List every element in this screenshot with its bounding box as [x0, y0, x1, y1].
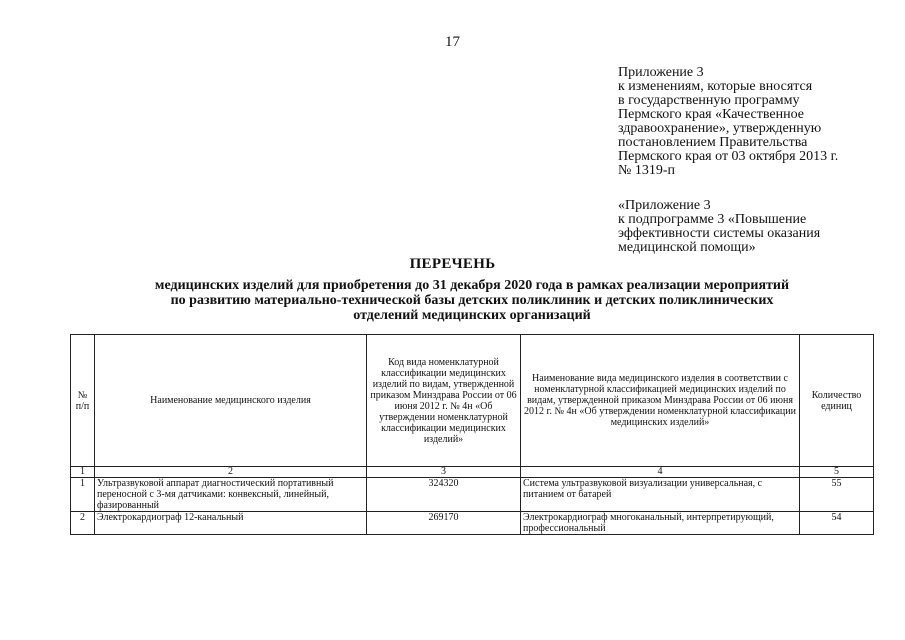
- sub-annex-line: к подпрограмме 3 «Повышение: [618, 212, 807, 227]
- subtitle-line: медицинских изделий для приобретения до 31 декабря 2020 года в рамках реализации мероприятий: [154, 278, 790, 293]
- sub-annex-line: эффективности системы оказания: [618, 226, 821, 241]
- annex-line: Приложение 3: [618, 65, 704, 80]
- row-code: 269170: [367, 512, 521, 535]
- annex-line: № 1319-п: [618, 163, 676, 178]
- header-classification-type: Наименование вида медицинского изделия в соответствии с номенклатурной классификацией медицинских изделий по видам, утвержденной приказом Минздрава России от 06 июня 2012 г. № 4н «Об утверждении номенклатурной классификации медицинских изделий»: [521, 335, 800, 467]
- row-quantity: 54: [800, 512, 874, 535]
- table-row: [71, 478, 874, 512]
- document-title: ПЕРЕЧЕНЬ: [409, 256, 496, 272]
- row-num: 1: [71, 478, 95, 512]
- row-device-name: Ультразвуковой аппарат диагностический портативный переносной с 3-мя датчиками: конвексный, линейный, фазированный: [95, 478, 367, 512]
- page-number: 17: [445, 34, 460, 50]
- header-device-name: Наименование медицинского изделия: [95, 335, 367, 467]
- row-code: 324320: [367, 478, 521, 512]
- annex-line: Пермского края от 03 октября 2013 г.: [618, 149, 839, 164]
- annex-spacer: [618, 178, 888, 199]
- column-number: 2: [95, 467, 367, 478]
- header-quantity: Количество единиц: [800, 335, 874, 467]
- annex-line: к изменениям, которые вносятся: [618, 79, 813, 94]
- column-number-row: [71, 467, 874, 478]
- annex-line: здравоохранение», утвержденную: [618, 121, 822, 136]
- annex-line: в государственную программу: [618, 93, 800, 108]
- column-number: 1: [71, 467, 95, 478]
- column-number: 5: [800, 467, 874, 478]
- annex-line: постановлением Правительства: [618, 135, 808, 150]
- column-number: 3: [367, 467, 521, 478]
- header-num: № п/п: [71, 335, 95, 467]
- row-device-name: Электрокардиограф 12-канальный: [95, 512, 367, 535]
- row-num: 2: [71, 512, 95, 535]
- document-subtitle: [100, 278, 844, 323]
- sub-annex-line: медицинской помощи»: [618, 240, 756, 255]
- row-quantity: 55: [800, 478, 874, 512]
- column-number: 4: [521, 467, 800, 478]
- subtitle-line: отделений медицинских организаций: [353, 308, 591, 323]
- subtitle-line: по развитию материально-технической базы детских поликлиник и детских поликлинических: [170, 293, 774, 308]
- row-type: Система ультразвуковой визуализации универсальная, с питанием от батарей: [521, 478, 800, 512]
- devices-table: [70, 334, 874, 535]
- annex-block: [618, 66, 888, 255]
- annex-line: Пермского края «Качественное: [618, 107, 804, 122]
- header-classification-code: Код вида номенклатурной классификации медицинских изделий по видам, утвержденной приказом Минздрава России от 06 июня 2012 г. № 4н «Об утверждении номенклатурной классификации медицинских изделий»: [367, 335, 521, 467]
- table-header-row: [71, 335, 874, 467]
- row-type: Электрокардиограф многоканальный, интерпретирующий, профессиональный: [521, 512, 800, 535]
- sub-annex-line: «Приложение 3: [618, 198, 711, 213]
- table-row: [71, 512, 874, 535]
